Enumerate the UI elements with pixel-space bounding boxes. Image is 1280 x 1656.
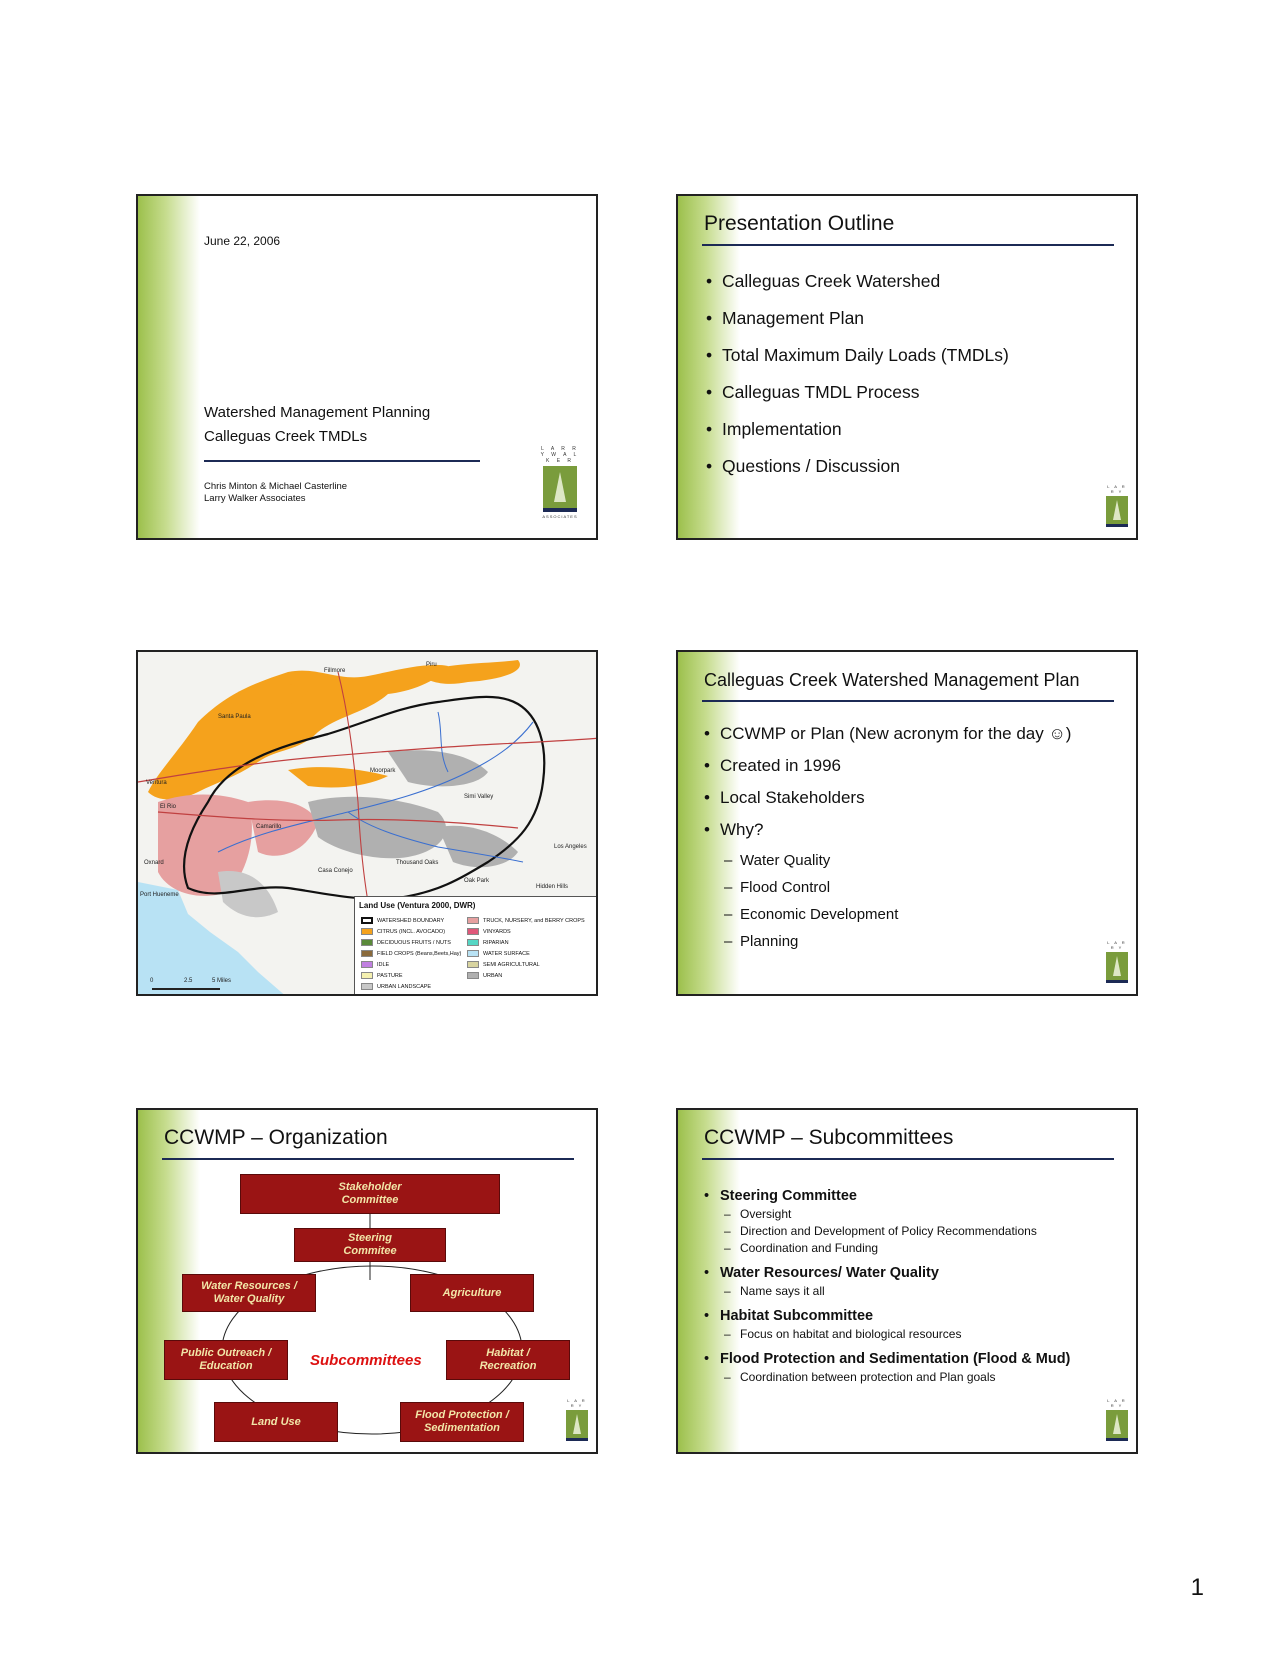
company-logo: L A R R Y — [1104, 484, 1130, 534]
habitat-box: Habitat / Recreation — [446, 1340, 570, 1380]
list-item: • Calleguas TMDL Process — [706, 383, 1116, 402]
deck-title-line1: Watershed Management Planning — [204, 404, 431, 421]
legend-swatch — [467, 939, 479, 946]
list-group — [704, 1308, 1126, 1341]
legend-swatch — [361, 950, 373, 957]
legend-label: DECIDUOUS FRUITS / NUTS — [377, 939, 451, 946]
company: Larry Walker Associates — [204, 493, 306, 504]
legend-item — [361, 917, 444, 924]
sub-list-item: – Direction and Development of Policy Recommendations — [704, 1224, 1126, 1238]
list-item: • Created in 1996 — [704, 756, 1120, 788]
slide-gradient — [138, 196, 200, 538]
legend-label: TRUCK, NURSERY, and BERRY CROPS — [483, 917, 585, 924]
legend-item — [467, 928, 511, 935]
legend-swatch — [467, 961, 479, 968]
sub-list-item: – Focus on habitat and biological resources — [704, 1327, 1126, 1341]
legend-item — [467, 950, 530, 957]
legend-item — [361, 950, 461, 957]
slide-title: Presentation Outline — [704, 212, 895, 235]
legend-label: IDLE — [377, 961, 390, 968]
water-resources-box: Water Resources / Water Quality — [182, 1274, 316, 1312]
agriculture-box: Agriculture — [410, 1274, 534, 1312]
map-label: Oak Park — [464, 878, 490, 884]
slide-map — [136, 650, 598, 996]
sub-list-item: – Coordination between protection and Plan goals — [704, 1370, 1126, 1384]
legend-label: SEMI AGRICULTURAL — [483, 961, 540, 968]
legend-label: URBAN — [483, 972, 503, 979]
map-label: Santa Paula — [218, 714, 251, 720]
list-item: • Local Stakeholders — [704, 788, 1120, 820]
legend-item — [361, 972, 403, 979]
legend-swatch — [467, 917, 479, 924]
legend-swatch — [467, 950, 479, 957]
title-rule — [702, 244, 1114, 246]
legend-swatch — [361, 928, 373, 935]
map-label: Camarillo — [256, 824, 282, 830]
map-label: Moorpark — [370, 768, 396, 774]
list-item: • Steering Committee — [704, 1188, 1126, 1204]
slide-ccwmp — [676, 650, 1138, 996]
list-item: • Habitat Subcommittee — [704, 1308, 1126, 1324]
legend-label: VINYARDS — [483, 928, 511, 935]
legend-item — [361, 961, 389, 968]
list-item: • CCWMP or Plan (New acronym for the day ☺) — [704, 724, 1120, 756]
sub-list-item: – Flood Control — [704, 879, 1120, 906]
deck-title-line2: Calleguas Creek TMDLs — [204, 428, 368, 445]
sub-list-item: – Water Quality — [704, 852, 1120, 879]
flood-protection-box: Flood Protection / Sedimentation — [400, 1402, 524, 1442]
map-label: Simi Valley — [464, 794, 494, 800]
map-label: Oxnard — [144, 860, 164, 866]
company-logo: L A R R Y — [564, 1398, 590, 1448]
slide-title: CCWMP – Subcommittees — [704, 1126, 954, 1149]
legend-swatch — [361, 972, 373, 979]
slide-date: June 22, 2006 — [204, 234, 281, 248]
sub-list-item: – Name says it all — [704, 1284, 1126, 1298]
page-number: 1 — [1190, 1574, 1204, 1601]
list-group — [704, 1188, 1126, 1255]
list-item: • Total Maximum Daily Loads (TMDLs) — [706, 346, 1116, 365]
map-label: Port Hueneme — [140, 892, 179, 898]
legend-swatch — [361, 917, 373, 924]
slide-subcommittees — [676, 1108, 1138, 1454]
sub-list-item: – Coordination and Funding — [704, 1241, 1126, 1255]
subcommittees-label: Subcommittees — [310, 1352, 422, 1369]
legend-swatch — [361, 983, 373, 990]
scale-bar: 0 2.5 5 Miles — [148, 978, 228, 990]
title-rule — [702, 700, 1114, 702]
list-item: • Flood Protection and Sedimentation (Flood & Mud) — [704, 1351, 1126, 1367]
legend-label: URBAN LANDSCAPE — [377, 983, 432, 990]
legend-item — [467, 961, 540, 968]
subcommittees-list — [704, 1182, 1126, 1394]
legend-item — [361, 983, 431, 990]
title-rule — [204, 460, 480, 462]
map-label: Hidden Hills — [536, 884, 569, 890]
company-logo: L A R R Y — [1104, 1398, 1130, 1448]
outline-list — [706, 272, 1116, 494]
legend-swatch — [361, 939, 373, 946]
sub-list-item: – Economic Development — [704, 906, 1120, 933]
slide-organization — [136, 1108, 598, 1454]
list-item: • Why? — [704, 820, 1120, 852]
stakeholder-committee-box: Stakeholder Committee — [240, 1174, 500, 1214]
legend-label: RIPARIAN — [483, 939, 509, 946]
legend-label: CITRUS (INCL. AVOCADO) — [377, 928, 446, 935]
slide-title — [136, 194, 598, 540]
steering-committee-box: Steering Commitee — [294, 1228, 446, 1262]
legend-swatch — [467, 928, 479, 935]
list-item: • Implementation — [706, 420, 1116, 439]
authors: Chris Minton & Michael Casterline — [204, 481, 348, 492]
ccwmp-list — [704, 724, 1120, 960]
map-label: El Rio — [160, 804, 177, 810]
list-item: • Calleguas Creek Watershed — [706, 272, 1116, 291]
legend-swatch — [361, 961, 373, 968]
title-rule — [702, 1158, 1114, 1160]
legend-label: WATER SURFACE — [483, 950, 530, 957]
legend-label: FIELD CROPS (Beans,Beets,Hay) — [377, 950, 462, 957]
list-group — [704, 1351, 1126, 1384]
list-item: • Management Plan — [706, 309, 1116, 328]
legend-item — [467, 972, 502, 979]
legend-swatch — [467, 972, 479, 979]
map-label: Los Angeles — [554, 844, 587, 850]
company-logo: L A R R Y — [1104, 940, 1130, 990]
map-label: Ventura — [146, 780, 167, 786]
map-label: Thousand Oaks — [396, 860, 439, 866]
legend-title: Land Use (Ventura 2000, DWR) — [359, 901, 476, 910]
list-item: • Water Resources/ Water Quality — [704, 1265, 1126, 1281]
slide-title: Calleguas Creek Watershed Management Plan — [704, 670, 1080, 690]
legend-item — [361, 939, 451, 946]
legend-label: WATERSHED BOUNDARY — [377, 917, 445, 924]
company-logo: L A R R Y W A L K E R ASSOCIATES — [540, 446, 580, 519]
public-outreach-box: Public Outreach / Education — [164, 1340, 288, 1380]
map-legend — [354, 896, 598, 996]
sub-list-item: – Oversight — [704, 1207, 1126, 1221]
legend-item — [467, 917, 585, 924]
land-use-box: Land Use — [214, 1402, 338, 1442]
slide-outline — [676, 194, 1138, 540]
sub-list-item: – Planning — [704, 933, 1120, 960]
list-item: • Questions / Discussion — [706, 457, 1116, 476]
map-label: Casa Conejo — [318, 868, 353, 874]
legend-item — [361, 928, 445, 935]
list-group — [704, 1265, 1126, 1298]
slide-title: CCWMP – Organization — [164, 1126, 388, 1149]
map-label: Fillmore — [324, 668, 346, 674]
legend-item — [467, 939, 509, 946]
legend-label: PASTURE — [377, 972, 403, 979]
map-label: Piru — [426, 662, 437, 668]
